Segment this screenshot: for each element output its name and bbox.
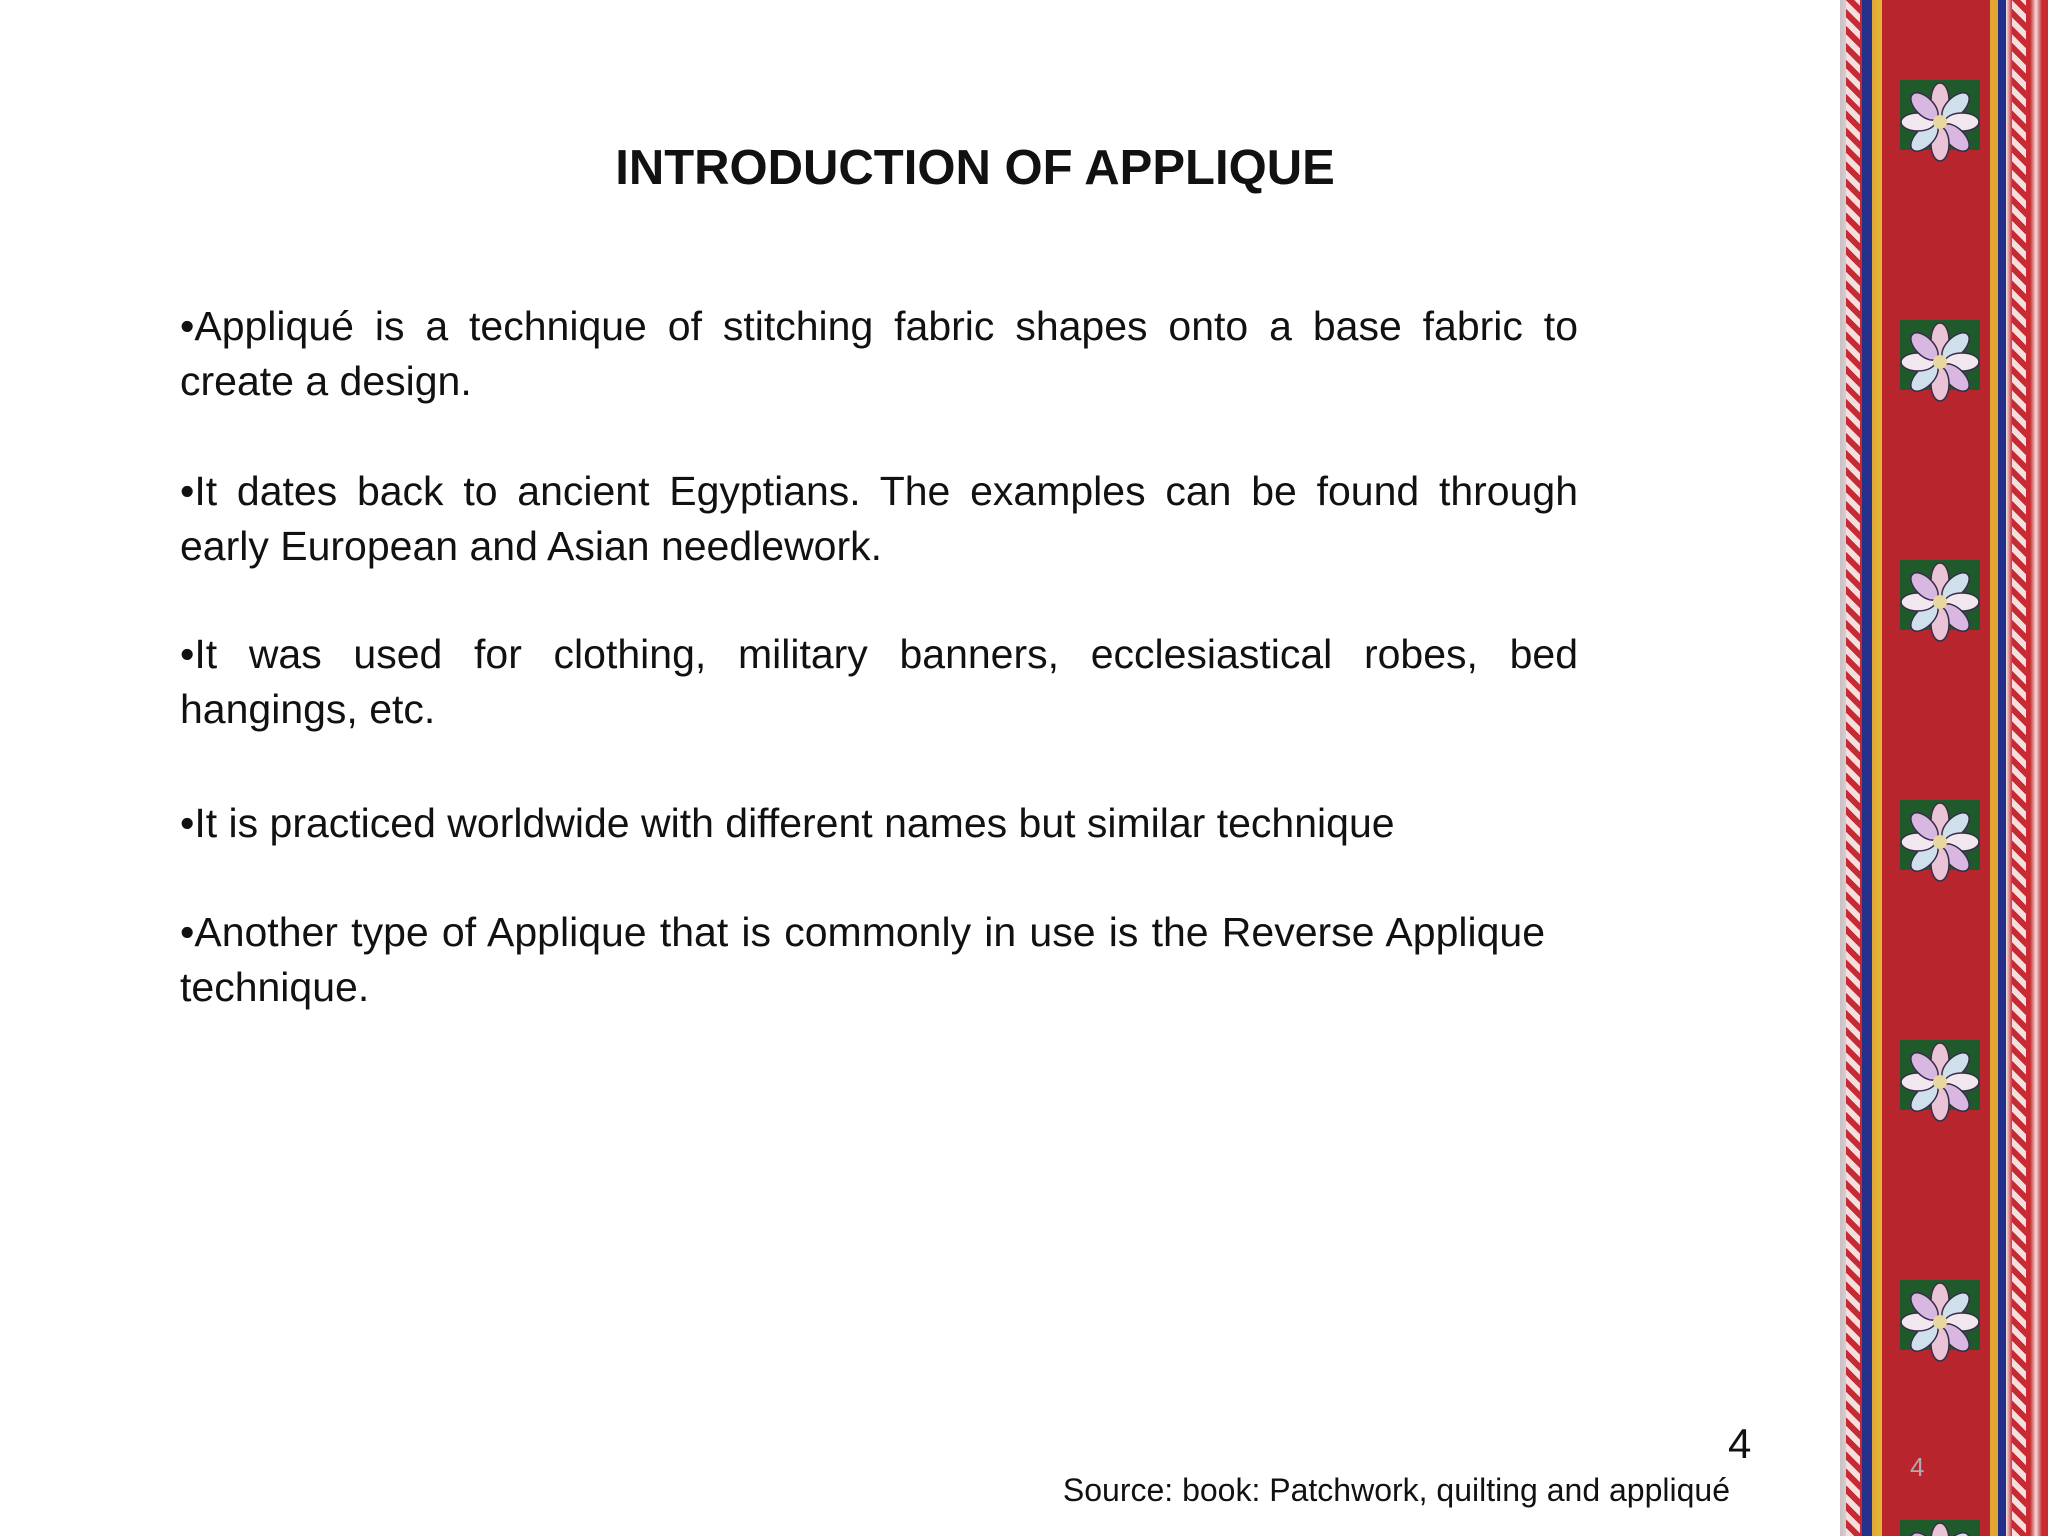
bullet-1: •Appliqué is a technique of stitching fabric shapes onto a base fabric to create a design. <box>180 303 1578 404</box>
bullet-3: •It was used for clothing, military banners, ecclesiastical robes, bed hangings, etc. <box>180 631 1578 732</box>
flower-motif <box>1898 80 1982 164</box>
flower-motif <box>1898 1520 1982 1536</box>
page-number: 4 <box>1728 1420 1752 1467</box>
flower-motif <box>1898 560 1982 644</box>
flower-motif <box>1898 320 1982 404</box>
flower-motif <box>1898 800 1982 884</box>
flower-motif <box>1898 1040 1982 1124</box>
zigzag-border-inner <box>2012 0 2026 1536</box>
source-citation: Source: book: Patchwork, quilting and appliqué <box>1062 1472 1730 1508</box>
bullet-2: •It dates back to ancient Egyptians. The examples can be found through early European and Asian needlework. <box>180 468 1578 569</box>
zigzag-border <box>1846 0 1860 1536</box>
flower-motif <box>1898 1280 1982 1364</box>
applique-textile-image <box>1840 0 2048 1536</box>
bullet-5: •Another type of Applique that is commonly in use is the Reverse Applique technique. <box>180 909 1545 1010</box>
slide-title: INTRODUCTION OF APPLIQUE <box>615 141 1335 195</box>
image-page-number: 4 <box>1910 1452 1925 1482</box>
bullet-4: •It is practiced worldwide with different names but similar technique <box>180 800 1395 846</box>
